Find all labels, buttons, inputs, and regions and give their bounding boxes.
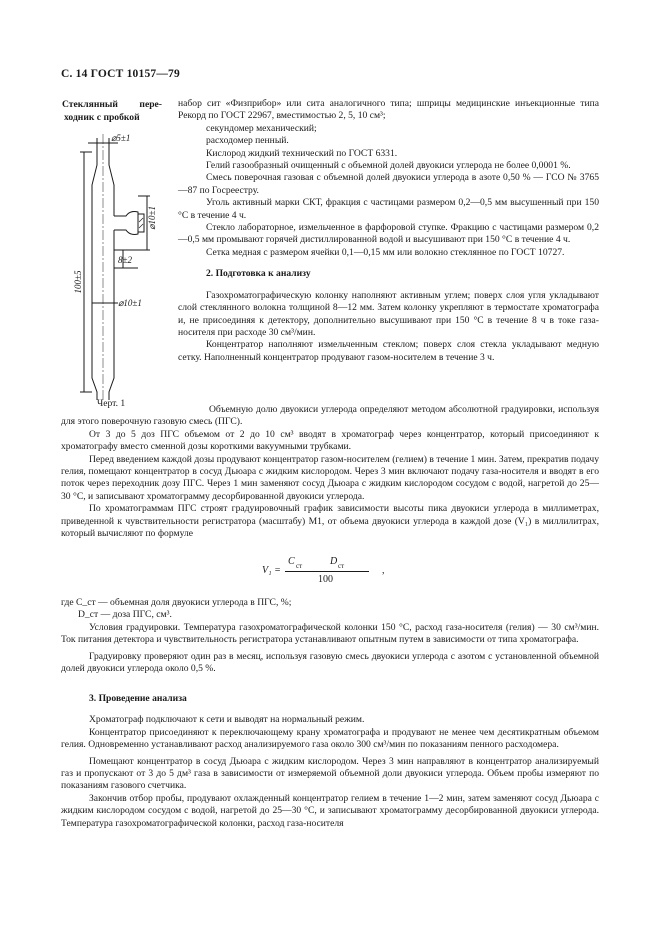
- section-2-title: 2. Подготовка к анализу: [206, 268, 311, 280]
- text-paragraph: Кислород жидкий технический по ГОСТ 6331.: [206, 147, 398, 159]
- text-span: Объемную долю двуокиси углерода определяют методом абсолютной градуировки, используя для этого поверочную газовую смесь (ПГС).: [61, 404, 599, 428]
- text-paragraph: Стекло лабораторное, измельченное в фарфоровой ступке. Фракцию с частицами размером 0,2—0,5 мм промывают горячей дистиллированной водой и высушивают при 150 °С в течение 4 ч.: [178, 222, 599, 246]
- text-paragraph: [61, 404, 599, 429]
- section-3: [61, 693, 599, 830]
- text-paragraph: Гелий газообразный очищенный с объемной долей двуокиси углерода не более 0,0001 %.: [206, 160, 571, 172]
- caption-word-1: Стеклянный: [62, 99, 118, 110]
- figure-label: Черт. 1: [97, 398, 126, 409]
- text-paragraph: Градуировку проверяют один раз в месяц, используя газовую смесь двуокиси углерода с азотом с установленной объемной долей двуокиси углерода около 0,5 %.: [61, 650, 599, 675]
- text-paragraph: Концентратор присоединяют к переключающему крану хроматографа и продувают не менее чем десятикратным объемом гелия. Одновременно устанавливают расход анализируемого газа около 300 см³/мин по показаниям пенного расходомера.: [61, 726, 599, 751]
- dim-side-label: ⌀10±1: [147, 206, 157, 230]
- text-paragraph: Хроматограф подключают к сети и выводят на нормальный режим.: [89, 714, 365, 726]
- text-paragraph: Уголь активный марки СКТ, фракция с частицами размером 0,2—0,5 мм высушенный при 150 °С в течение 4 ч.: [178, 197, 599, 221]
- formula-num-d: D: [330, 556, 338, 567]
- adapter-drawing: [58, 130, 178, 400]
- text-paragraph: По хроматограммам ПГС строят градуировочный график зависимости высоты пика двуокиси углерода в миллиметрах, приведенной к чувствительности регистратора (масштабу) М1, от объема двуокиси углерода в каждой дозе (V₁) в миллилитрах, который вычисляют по формуле: [61, 503, 599, 540]
- text-paragraph: Условия градуировки. Температура газохроматографической колонки 150 °С, расход газа-носителя (гелия) — 30 см³/мин. Ток питания детектора и чувствительность регистратора устанавливают опытным путем в зависимости от типа хроматографа.: [61, 621, 599, 646]
- text-paragraph: Концентратор наполняют измельченным стеклом; поверх слоя стекла укладывают медную сетку. Наполненный концентратор продувают газом-носителем в течение 3 ч.: [178, 339, 599, 363]
- text-paragraph: расходомер пенный.: [206, 135, 289, 147]
- formula-tail: ,: [382, 565, 385, 576]
- text-paragraph: Перед введением каждой дозы продувают концентратор газом-носителем (гелием) в течение 1 мин. Затем, прекратив подачу гелия, помещают концентратор в сосуд Дьюара с жидким кислородом. Через 3 мин включают подачу газа-носителя и вводят в его поток через переходник дозу ПГС. Через 1 мин заменяют сосуд Дьюара с жидким кислородом сосудом с водой, нагретой до 25—30 °С, и записывают хроматограмму десорбированной двуокиси углерода.: [61, 453, 599, 502]
- page-header: С. 14 ГОСТ 10157—79: [61, 68, 180, 80]
- where-line: D_ст — доза ПГС, см³.: [78, 609, 172, 621]
- figure-caption: [62, 98, 162, 124]
- formula-v1: [262, 556, 462, 588]
- formula-num-c-sub: ст: [296, 562, 303, 570]
- text-paragraph: секундомер механический;: [206, 122, 317, 134]
- text-paragraph: набор сит «Физприбор» или сита аналогичного типа; шприцы медицинские инъекционные типа Рекорд по ГОСТ 22967, вместимостью 2, 5, 10 см³;: [178, 98, 599, 122]
- text-paragraph: От 3 до 5 доз ПГС объемом от 2 до 10 см³ вводят в хроматограф через концентратор, который присоединяют к хроматографу вместо сменной дозы короткими вакуумными трубками.: [61, 428, 599, 453]
- text-paragraph: Смесь поверочная газовая с объемной долей двуокиси углерода в азоте 0,50 % — ГСО № 3765—87 по Госреестру.: [178, 172, 599, 196]
- fraction-line: [285, 571, 369, 572]
- caption-line-2: ходник с пробкой: [64, 112, 140, 123]
- section-3-title: 3. Проведение анализа: [89, 693, 187, 704]
- text-paragraph: Сетка медная с размером ячейки 0,1—0,15 мм или волокно стеклянное по ГОСТ 10727.: [206, 246, 565, 258]
- dim-bottom-label: ⌀10±1: [118, 298, 142, 308]
- calibration-text: [61, 404, 599, 540]
- caption-word-2: пере-: [139, 99, 162, 110]
- formula-lhs: V₁ =: [262, 565, 281, 576]
- dim-length-label: 100±5: [73, 270, 83, 294]
- formula-num-d-sub: ст: [338, 562, 345, 570]
- where-block: [61, 597, 599, 675]
- materials-list: [178, 98, 599, 364]
- where-line: где C_ст — объемная доля двуокиси углерода в ПГС, %;: [61, 597, 292, 608]
- text-paragraph: Газохроматографическую колонку наполняют активным углем; поверх слоя угля укладывают слой стеклянного волокна толщиной 8—12 мм. Затем колонку укрепляют в термостате хроматографа и, не присоединяя к детектору, дополнительно высушивают при 150 °С в течение 8 ч в токе газа-носителя при расходе 30 см³/мин.: [178, 289, 599, 338]
- formula-den: 100: [318, 574, 333, 585]
- formula-num-c: C: [288, 556, 295, 567]
- dim-mid-label: 8±2: [118, 255, 132, 265]
- dim-top-label: ⌀5±1: [111, 133, 131, 143]
- text-paragraph: Закончив отбор пробы, продувают охлажденный концентратор гелием в течение 1—2 мин, затем заменяют сосуд Дьюара с жидким кислородом сосудом с водой, нагретой до 25—30 °С, и записывают хроматограмму десорбированной двуокиси углерода. Температура газохроматографической колонки, расход газа-носителя: [61, 792, 599, 829]
- text-paragraph: Помещают концентратор в сосуд Дьюара с жидким кислородом. Через 3 мин направляют в концентратор анализируемый газ и пропускают от 3 до 5 дм³ газа в зависимости от измеряемой объемной доли двуокиси углерода. Объем пробы измеряют по показаниям газового счетчика.: [61, 755, 599, 792]
